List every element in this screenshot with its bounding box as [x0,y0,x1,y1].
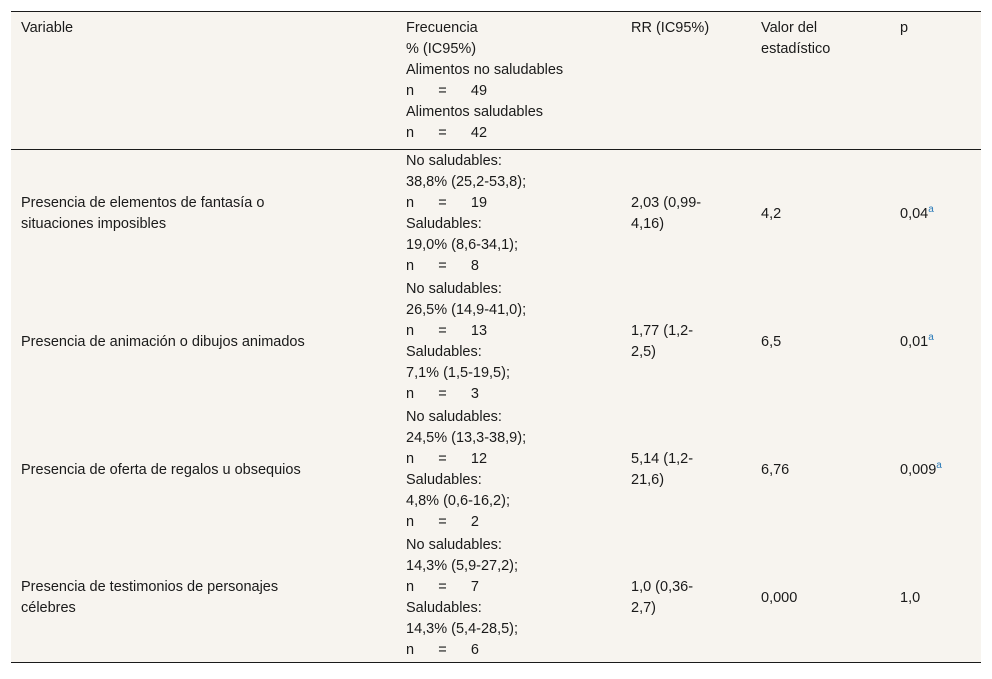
variable-cell: Presencia de oferta de regalos u obsequios [21,461,301,478]
valor-cell: 6,5 [761,333,782,350]
p-cell: 1,0 [900,589,921,606]
rr-cell: 1,77 (1,2- 2,5) [631,323,694,360]
frecuencia-cell: No saludables: 26,5% (14,9-41,0); n = 13 Saludables: 7,1% (1,5-19,5); n = 3 [406,281,527,402]
valor-cell: 4,2 [761,205,782,222]
frecuencia-cell: No saludables: 14,3% (5,9-27,2); n = 7 Saludables: 14,3% (5,4-28,5); n = 6 [406,537,519,658]
valor-cell: 0,000 [761,589,798,606]
table-row [11,406,981,534]
header-variable: Variable [21,20,74,36]
results-table [11,11,981,663]
table-header-row [11,12,981,150]
table-row [11,278,981,406]
variable-cell: Presencia de elementos de fantasía o situaciones imposibles [21,195,265,232]
table-row [11,534,981,662]
footnote-marker[interactable]: a [928,203,934,215]
p-cell: 0,01$^a$ [900,331,934,350]
frecuencia-cell: No saludables: 24,5% (13,3-38,9); n = 12 Saludables: 4,8% (0,6-16,2); n = 2 [406,409,527,530]
header-rr: RR (IC95%) [631,20,710,36]
frecuencia-cell: No saludables: 38,8% (25,2-53,8); n = 19 Saludables: 19,0% (8,6-34,1); n = 8 [406,153,527,274]
p-cell: 0,04$^a$ [900,203,934,222]
p-cell: 0,009$^a$ [900,459,942,478]
rr-cell: 2,03 (0,99- 4,16) [631,195,702,232]
header-frecuencia: Frecuencia % (IC95%) Alimentos no saludables n = 49 Alimentos saludables n = 42 [406,20,564,141]
rr-cell: 1,0 (0,36- 2,7) [631,579,694,616]
variable-cell: Presencia de animación o dibujos animados [21,333,305,350]
footnote-marker[interactable]: a [928,331,934,343]
table-row [11,150,981,278]
header-p: p [900,20,909,36]
rr-cell: 5,14 (1,2- 21,6) [631,451,694,488]
header-valor-estadistico: Valor del estadístico [761,20,831,57]
valor-cell: 6,76 [761,461,790,478]
footnote-marker[interactable]: a [936,459,942,471]
variable-cell: Presencia de testimonios de personajes célebres [21,579,279,616]
